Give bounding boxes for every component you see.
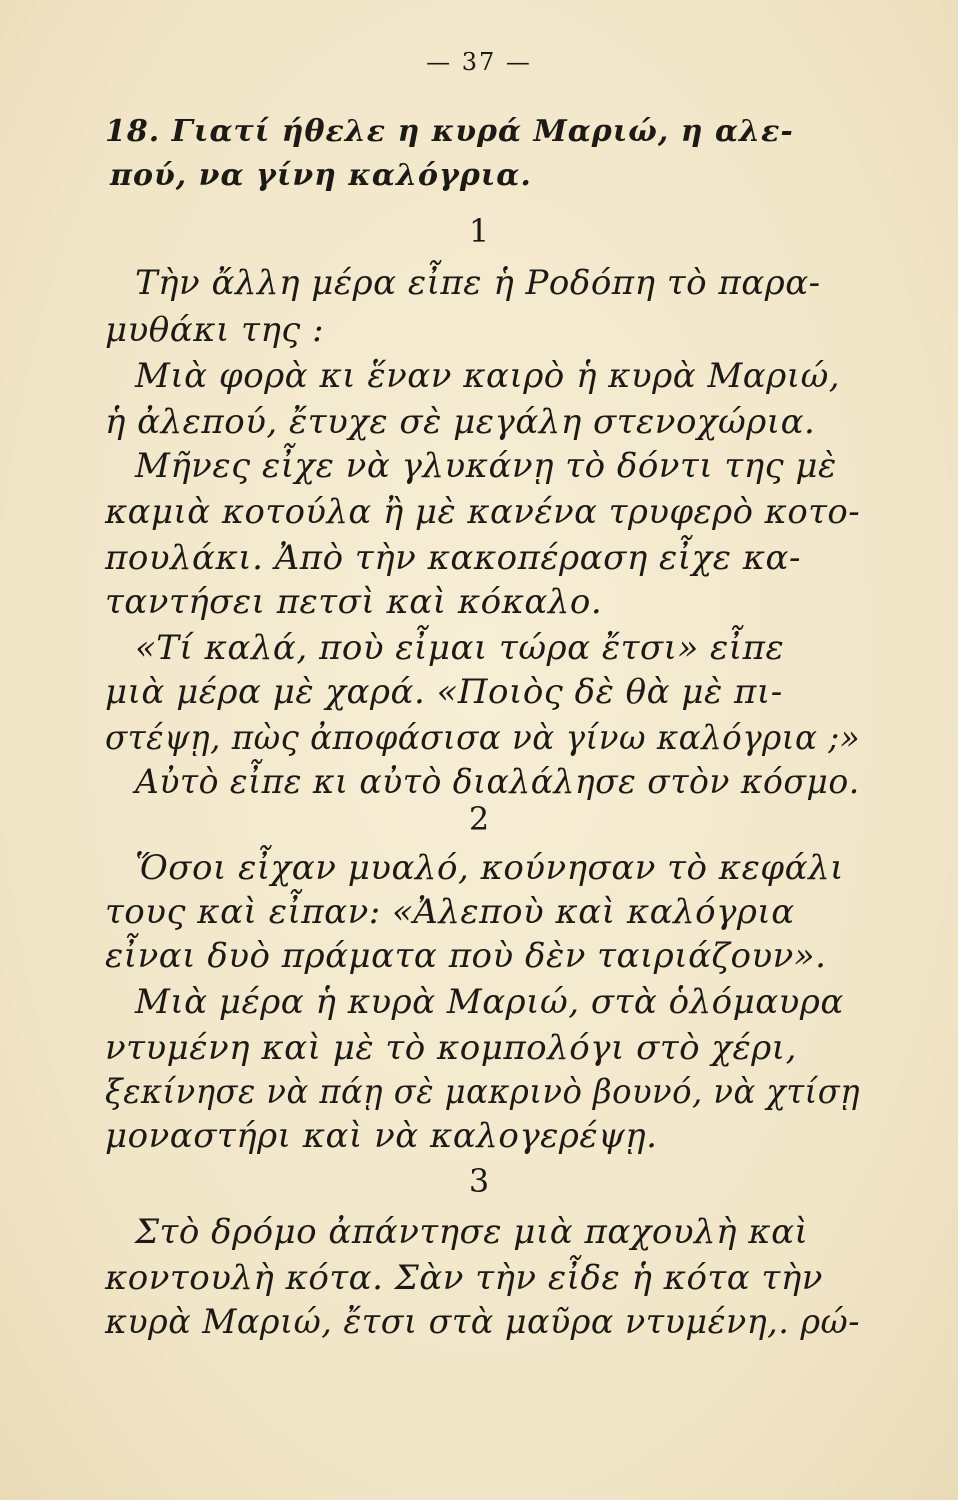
chapter-heading: [105, 110, 845, 198]
text-line: Μιὰ μέρα ἡ κυρὰ Μαριώ, στὰ ὁλόμαυρα: [135, 982, 844, 1022]
text-line: Μῆνες εἶχε νὰ γλυκάνῃ τὸ δόντι της μὲ: [135, 446, 837, 486]
text-line: μιὰ μέρα μὲ χαρά. «Ποιὸς δὲ θὰ μὲ πι-: [105, 672, 783, 712]
section-number: 2: [468, 800, 490, 838]
text-line: Τὴν ἄλλη μέρα εἶπε ἡ Ροδόπη τὸ παρα-: [135, 263, 821, 303]
text-line: «Τί καλά, ποὺ εἶμαι τώρα ἔτσι» εἶπε: [135, 628, 785, 668]
text-line: εἶναι δυὸ πράματα ποὺ δὲν ταιριάζουν».: [105, 936, 827, 976]
text-line: ταντήσει πετσὶ καὶ κόκαλο.: [105, 582, 603, 622]
chapter-heading-line: πού, να γίνη καλόγρια.: [110, 158, 532, 193]
text-line: ἡ ἀλεπού, ἔτυχε σὲ μεγάλη στενοχώρια.: [105, 402, 816, 442]
text-line: Μιὰ φορὰ κι ἕναν καιρὸ ἡ κυρὰ Μαριώ,: [135, 356, 841, 396]
text-line: κοντουλὴ κότα. Σὰν τὴν εἶδε ἡ κότα τὴν: [105, 1258, 823, 1298]
text-line: Ὅσοι εἶχαν μυαλό, κούνησαν τὸ κεφάλι: [135, 848, 844, 888]
text-line: ντυμένη καὶ μὲ τὸ κομπολόγι στὸ χέρι,: [105, 1028, 797, 1068]
text-line: καμιὰ κοτούλα ἢ μὲ κανένα τρυφερὸ κοτο-: [105, 492, 861, 532]
chapter-heading-line: 18. Γιατί ήθελε η κυρά Μαριώ, η αλε-: [105, 114, 794, 149]
section-number: 1: [468, 212, 490, 250]
text-line: στέψῃ, πὼς ἀποφάσισα νὰ γίνω καλόγρια ;»: [105, 718, 861, 758]
text-line: κυρὰ Μαριώ, ἔτσι στὰ μαῦρα ντυμένη,. ρώ-: [105, 1302, 860, 1342]
page-number: — 37 —: [426, 48, 532, 76]
text-line: Στὸ δρόμο ἀπάντησε μιὰ παχουλὴ καὶ: [135, 1212, 809, 1252]
text-line: μυθάκι της :: [105, 310, 325, 350]
text-line: τους καὶ εἶπαν: «Ἀλεποὺ καὶ καλόγρια: [105, 892, 795, 932]
text-line: μοναστήρι καὶ νὰ καλογερέψῃ.: [105, 1116, 658, 1156]
text-line: Αὐτὸ εἶπε κι αὐτὸ διαλάλησε στὸν κόσμο.: [135, 762, 860, 802]
text-line: πουλάκι. Ἀπὸ τὴν κακοπέραση εἶχε κα-: [105, 538, 801, 578]
section-number: 3: [468, 1162, 490, 1200]
text-line: ξεκίνησε νὰ πάῃ σὲ μακρινὸ βουνό, νὰ χτίσῃ: [105, 1072, 861, 1112]
